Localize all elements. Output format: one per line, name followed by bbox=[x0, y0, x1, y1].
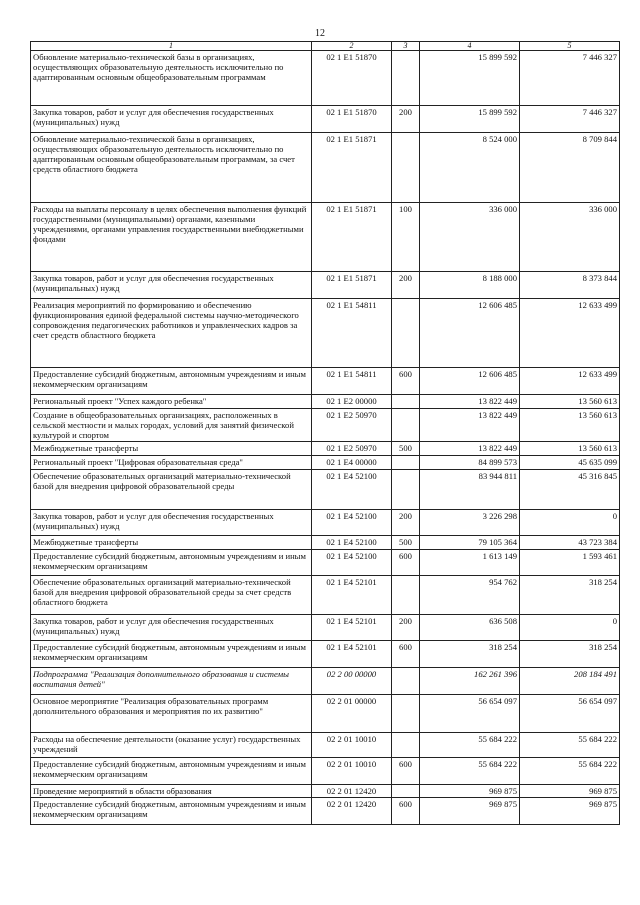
row-type-cell: 500 bbox=[392, 535, 420, 549]
row-value-1-cell: 13 822 449 bbox=[420, 409, 520, 442]
row-value-1-cell: 56 654 097 bbox=[420, 694, 520, 732]
row-name-cell: Предоставление субсидий бюджетным, автономным учреждениям и иным некоммерческим организациям bbox=[31, 757, 312, 784]
row-value-2-cell: 12 633 499 bbox=[520, 368, 620, 395]
row-name-cell: Закупка товаров, работ и услуг для обеспечения государственных (муниципальных) нужд bbox=[31, 272, 312, 299]
row-code-cell: 02 1 E1 54811 bbox=[312, 299, 392, 368]
row-name-cell: Основное мероприятие "Реализация образовательных программ дополнительного образования и мероприятия по их развитию" bbox=[31, 694, 312, 732]
row-value-2-cell: 13 560 613 bbox=[520, 409, 620, 442]
row-code-cell: 02 1 E4 52101 bbox=[312, 640, 392, 667]
row-value-1-cell: 969 875 bbox=[420, 784, 520, 797]
row-type-cell bbox=[392, 299, 420, 368]
row-type-cell bbox=[392, 133, 420, 203]
row-name-cell: Региональный проект "Успех каждого ребенка" bbox=[31, 395, 312, 409]
row-value-2-cell: 45 316 845 bbox=[520, 469, 620, 509]
header-col-1: 1 bbox=[31, 42, 312, 51]
row-name-cell: Обеспечение образовательных организаций материально-технической базой для внедрения цифровой образовательной среды bbox=[31, 469, 312, 509]
row-value-1-cell: 336 000 bbox=[420, 203, 520, 272]
row-name-cell: Межбюджетные трансферты bbox=[31, 535, 312, 549]
row-code-cell: 02 1 E4 52100 bbox=[312, 549, 392, 575]
row-value-1-cell: 969 875 bbox=[420, 797, 520, 824]
table-row bbox=[31, 509, 620, 535]
row-code-cell: 02 2 00 00000 bbox=[312, 667, 392, 694]
row-value-2-cell: 0 bbox=[520, 509, 620, 535]
header-col-4: 4 bbox=[420, 42, 520, 51]
row-name-cell: Обновление материально-технической базы в организациях, осуществляющих образовательную деятельность исключительно по адаптированным основным общеобразовательным программам bbox=[31, 51, 312, 106]
table-row bbox=[31, 409, 620, 442]
row-code-cell: 02 2 01 00000 bbox=[312, 694, 392, 732]
table-row bbox=[31, 640, 620, 667]
row-code-cell: 02 2 01 12420 bbox=[312, 784, 392, 797]
row-value-2-cell: 13 560 613 bbox=[520, 395, 620, 409]
row-value-2-cell: 7 446 327 bbox=[520, 51, 620, 106]
table-row bbox=[31, 395, 620, 409]
row-name-cell: Предоставление субсидий бюджетным, автономным учреждениям и иным некоммерческим организациям bbox=[31, 368, 312, 395]
row-type-cell: 600 bbox=[392, 368, 420, 395]
row-value-2-cell: 336 000 bbox=[520, 203, 620, 272]
row-value-2-cell: 7 446 327 bbox=[520, 106, 620, 133]
row-value-2-cell: 45 635 099 bbox=[520, 456, 620, 469]
row-value-1-cell: 318 254 bbox=[420, 640, 520, 667]
table-row bbox=[31, 694, 620, 732]
row-value-2-cell: 8 373 844 bbox=[520, 272, 620, 299]
row-name-cell: Расходы на обеспечение деятельности (оказание услуг) государственных учреждений bbox=[31, 732, 312, 757]
row-type-cell: 600 bbox=[392, 640, 420, 667]
row-code-cell: 02 1 E4 52100 bbox=[312, 509, 392, 535]
row-code-cell: 02 1 E1 51870 bbox=[312, 51, 392, 106]
table-row bbox=[31, 272, 620, 299]
row-value-1-cell: 15 899 592 bbox=[420, 106, 520, 133]
page-number: 12 bbox=[315, 28, 325, 39]
row-value-1-cell: 15 899 592 bbox=[420, 51, 520, 106]
row-code-cell: 02 1 E1 51870 bbox=[312, 106, 392, 133]
row-type-cell bbox=[392, 469, 420, 509]
row-type-cell bbox=[392, 395, 420, 409]
row-value-1-cell: 1 613 149 bbox=[420, 549, 520, 575]
header-col-3: 3 bbox=[392, 42, 420, 51]
row-value-1-cell: 55 684 222 bbox=[420, 757, 520, 784]
row-type-cell: 500 bbox=[392, 442, 420, 456]
table-row bbox=[31, 469, 620, 509]
table-row bbox=[31, 575, 620, 614]
row-name-cell: Закупка товаров, работ и услуг для обеспечения государственных (муниципальных) нужд bbox=[31, 509, 312, 535]
row-type-cell bbox=[392, 409, 420, 442]
row-value-2-cell: 969 875 bbox=[520, 797, 620, 824]
row-code-cell: 02 1 E4 52100 bbox=[312, 535, 392, 549]
row-value-1-cell: 8 188 000 bbox=[420, 272, 520, 299]
row-type-cell: 600 bbox=[392, 549, 420, 575]
row-type-cell: 200 bbox=[392, 106, 420, 133]
row-value-1-cell: 13 822 449 bbox=[420, 395, 520, 409]
row-value-1-cell: 84 899 573 bbox=[420, 456, 520, 469]
row-type-cell: 200 bbox=[392, 614, 420, 640]
table-header-row bbox=[31, 42, 620, 51]
row-value-1-cell: 636 508 bbox=[420, 614, 520, 640]
table-row bbox=[31, 732, 620, 757]
row-value-1-cell: 954 762 bbox=[420, 575, 520, 614]
row-type-cell: 100 bbox=[392, 203, 420, 272]
row-value-2-cell: 8 709 844 bbox=[520, 133, 620, 203]
row-value-2-cell: 55 684 222 bbox=[520, 757, 620, 784]
table-row bbox=[31, 133, 620, 203]
row-type-cell: 200 bbox=[392, 272, 420, 299]
row-value-2-cell: 12 633 499 bbox=[520, 299, 620, 368]
row-code-cell: 02 1 E2 50970 bbox=[312, 442, 392, 456]
row-name-cell: Расходы на выплаты персоналу в целях обеспечения выполнения функций государственными (муниципальными) органами, казенными учреждениями, органами управления государственными внебюджетными фондами bbox=[31, 203, 312, 272]
table-row bbox=[31, 456, 620, 469]
row-name-cell: Межбюджетные трансферты bbox=[31, 442, 312, 456]
table-row bbox=[31, 667, 620, 694]
row-code-cell: 02 1 E1 51871 bbox=[312, 133, 392, 203]
row-value-2-cell: 1 593 461 bbox=[520, 549, 620, 575]
row-value-1-cell: 13 822 449 bbox=[420, 442, 520, 456]
row-value-2-cell: 969 875 bbox=[520, 784, 620, 797]
row-type-cell bbox=[392, 456, 420, 469]
row-code-cell: 02 1 E1 51871 bbox=[312, 203, 392, 272]
table-row bbox=[31, 442, 620, 456]
row-code-cell: 02 2 01 12420 bbox=[312, 797, 392, 824]
header-col-2: 2 bbox=[312, 42, 392, 51]
row-name-cell: Обновление материально-технической базы в организациях, осуществляющих образовательную деятельность исключительно по адаптированным основным общеобразовательным программам, за счет средств областного бюджета bbox=[31, 133, 312, 203]
table-row bbox=[31, 106, 620, 133]
row-value-1-cell: 55 684 222 bbox=[420, 732, 520, 757]
table-row bbox=[31, 203, 620, 272]
row-value-2-cell: 43 723 384 bbox=[520, 535, 620, 549]
row-type-cell bbox=[392, 667, 420, 694]
row-code-cell: 02 1 E4 52101 bbox=[312, 614, 392, 640]
row-name-cell: Реализация мероприятий по формированию и обеспечению функционирования единой федеральной системы научно-методического сопровождения педагогических работников и управленческих кадров за счет средств областного бюджета bbox=[31, 299, 312, 368]
row-type-cell bbox=[392, 51, 420, 106]
row-value-1-cell: 79 105 364 bbox=[420, 535, 520, 549]
row-code-cell: 02 1 E4 52101 bbox=[312, 575, 392, 614]
row-value-2-cell: 0 bbox=[520, 614, 620, 640]
table-row bbox=[31, 51, 620, 106]
row-type-cell bbox=[392, 575, 420, 614]
row-name-cell: Региональный проект "Цифровая образовательная среда" bbox=[31, 456, 312, 469]
row-type-cell bbox=[392, 732, 420, 757]
row-value-2-cell: 56 654 097 bbox=[520, 694, 620, 732]
row-name-cell: Предоставление субсидий бюджетным, автономным учреждениям и иным некоммерческим организациям bbox=[31, 797, 312, 824]
row-code-cell: 02 2 01 10010 bbox=[312, 757, 392, 784]
row-name-cell: Проведение мероприятий в области образования bbox=[31, 784, 312, 797]
row-value-1-cell: 8 524 000 bbox=[420, 133, 520, 203]
row-code-cell: 02 1 E1 54811 bbox=[312, 368, 392, 395]
row-code-cell: 02 1 E1 51871 bbox=[312, 272, 392, 299]
row-value-1-cell: 83 944 811 bbox=[420, 469, 520, 509]
row-value-2-cell: 318 254 bbox=[520, 640, 620, 667]
row-value-2-cell: 208 184 491 bbox=[520, 667, 620, 694]
row-code-cell: 02 1 E4 00000 bbox=[312, 456, 392, 469]
header-col-5: 5 bbox=[520, 42, 620, 51]
row-type-cell: 200 bbox=[392, 509, 420, 535]
row-code-cell: 02 2 01 10010 bbox=[312, 732, 392, 757]
row-code-cell: 02 1 E4 52100 bbox=[312, 469, 392, 509]
row-value-2-cell: 318 254 bbox=[520, 575, 620, 614]
row-name-cell: Подпрограмма "Реализация дополнительного образования и системы воспитания детей" bbox=[31, 667, 312, 694]
row-value-1-cell: 162 261 396 bbox=[420, 667, 520, 694]
row-type-cell bbox=[392, 784, 420, 797]
row-name-cell: Закупка товаров, работ и услуг для обеспечения государственных (муниципальных) нужд bbox=[31, 106, 312, 133]
row-value-1-cell: 12 606 485 bbox=[420, 299, 520, 368]
table-row bbox=[31, 549, 620, 575]
row-type-cell: 600 bbox=[392, 797, 420, 824]
row-type-cell: 600 bbox=[392, 757, 420, 784]
row-code-cell: 02 1 E2 00000 bbox=[312, 395, 392, 409]
table-row bbox=[31, 614, 620, 640]
row-value-2-cell: 55 684 222 bbox=[520, 732, 620, 757]
row-name-cell: Обеспечение образовательных организаций материально-технической базой для внедрения цифровой образовательной среды за счет средств областного бюджета bbox=[31, 575, 312, 614]
row-code-cell: 02 1 E2 50970 bbox=[312, 409, 392, 442]
row-value-2-cell: 13 560 613 bbox=[520, 442, 620, 456]
row-value-1-cell: 12 606 485 bbox=[420, 368, 520, 395]
table-row bbox=[31, 757, 620, 784]
budget-table bbox=[30, 41, 620, 825]
table-row bbox=[31, 797, 620, 824]
table-body bbox=[31, 42, 620, 825]
row-value-1-cell: 3 226 298 bbox=[420, 509, 520, 535]
row-name-cell: Закупка товаров, работ и услуг для обеспечения государственных (муниципальных) нужд bbox=[31, 614, 312, 640]
table-row bbox=[31, 368, 620, 395]
row-name-cell: Предоставление субсидий бюджетным, автономным учреждениям и иным некоммерческим организациям bbox=[31, 640, 312, 667]
table-row bbox=[31, 784, 620, 797]
row-name-cell: Предоставление субсидий бюджетным, автономным учреждениям и иным некоммерческим организациям bbox=[31, 549, 312, 575]
table-row bbox=[31, 299, 620, 368]
table-row bbox=[31, 535, 620, 549]
row-type-cell bbox=[392, 694, 420, 732]
row-name-cell: Создание в общеобразовательных организациях, расположенных в сельской местности и малых городах, условий для занятий физической культурой и спортом bbox=[31, 409, 312, 442]
